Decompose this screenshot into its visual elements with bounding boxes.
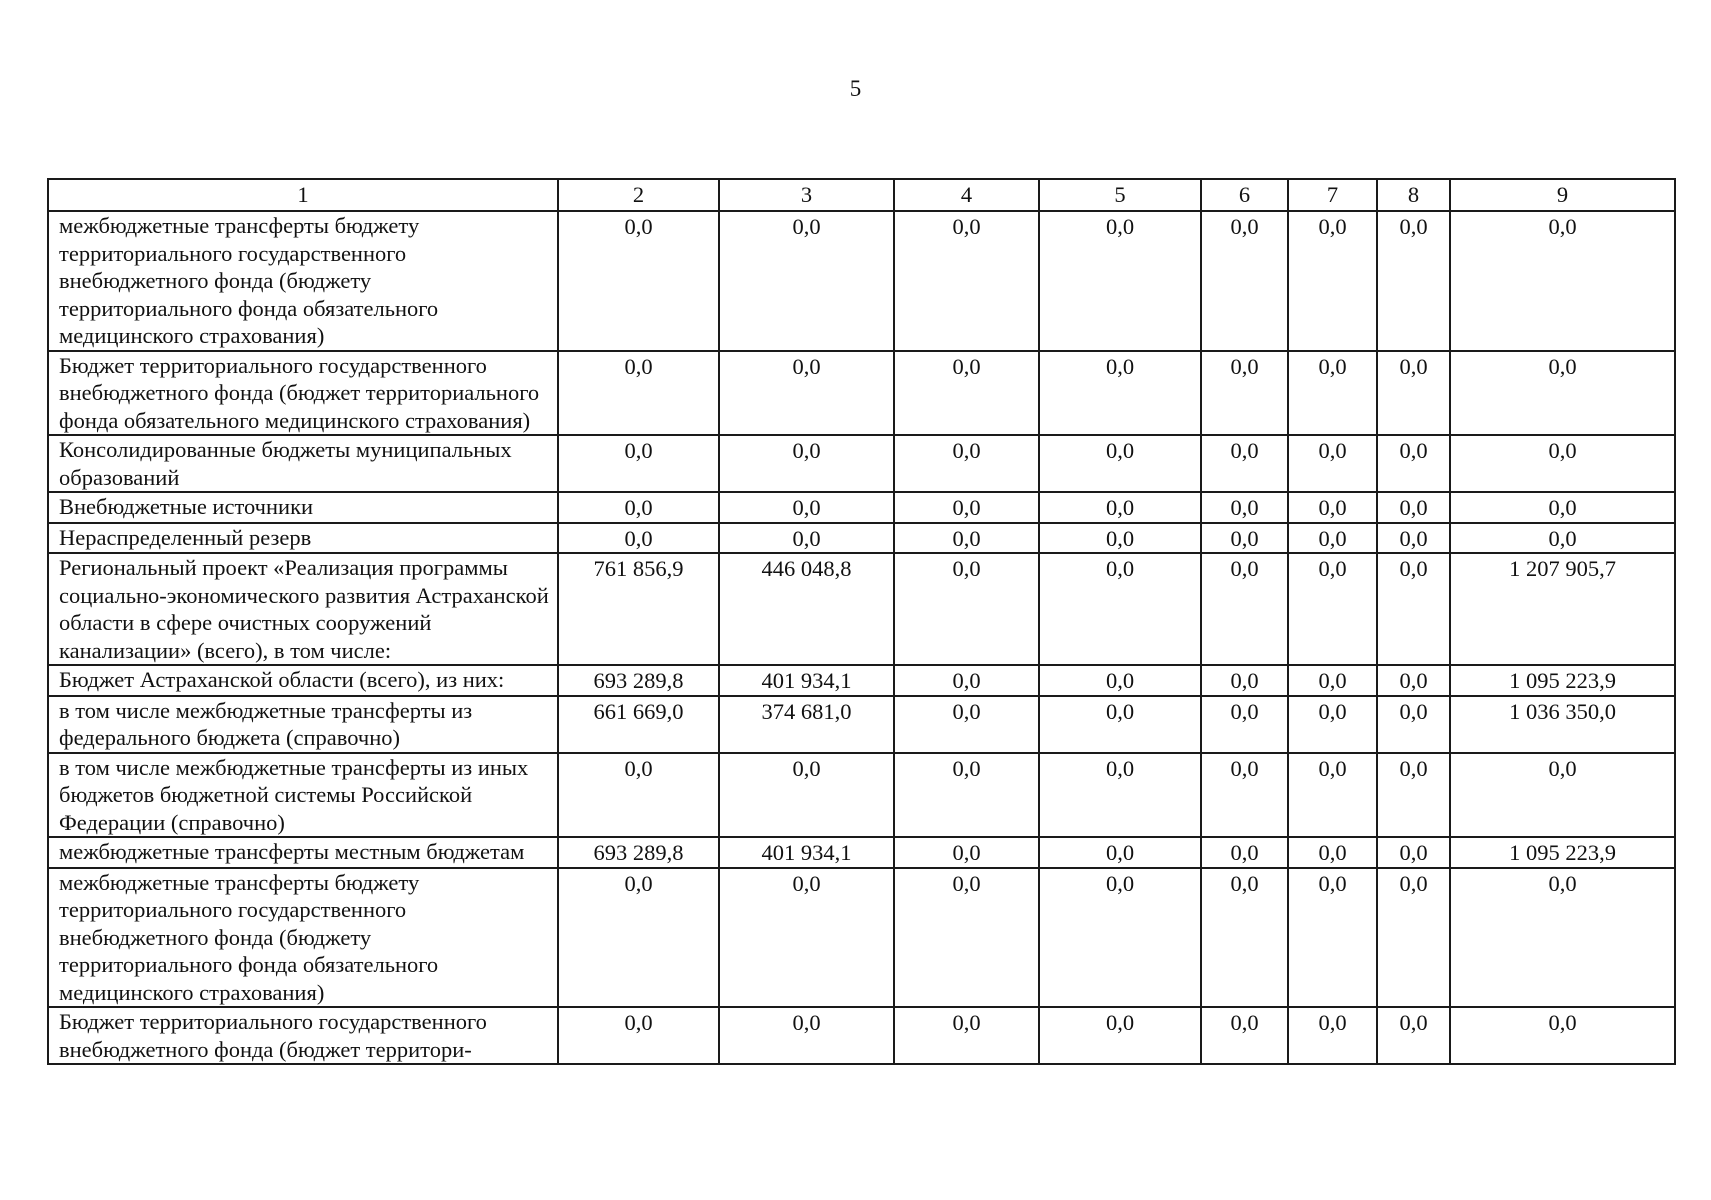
row-value: 0,0 <box>894 523 1039 554</box>
header-row <box>48 179 1675 211</box>
row-label: межбюджетные трансферты бюджету территориального государственного внебюджетного фонда (бюджету территориального фонда обязательного медицинского страхования) <box>48 211 558 351</box>
row-value: 1 036 350,0 <box>1450 696 1675 753</box>
row-value: 0,0 <box>894 553 1039 665</box>
page-number: 5 <box>849 76 862 101</box>
row-value: 0,0 <box>719 351 894 436</box>
row-label: Бюджет территориального государственного внебюджетного фонда (бюджет территориального фонда обязательного медицинского страхования) <box>48 351 558 436</box>
row-value: 0,0 <box>1201 492 1288 523</box>
row-label: Бюджет Астраханской области (всего), из них: <box>48 665 558 696</box>
row-value: 0,0 <box>1288 868 1377 1008</box>
row-value: 0,0 <box>719 753 894 838</box>
row-value: 0,0 <box>1450 1007 1675 1064</box>
row-value: 0,0 <box>894 837 1039 868</box>
row-value: 0,0 <box>1288 665 1377 696</box>
row-value: 0,0 <box>1039 696 1201 753</box>
row-label: Нераспределенный резерв <box>48 523 558 554</box>
row-value: 0,0 <box>1288 837 1377 868</box>
row-value: 0,0 <box>1377 665 1450 696</box>
row-value: 0,0 <box>1377 492 1450 523</box>
table-row <box>48 753 1675 838</box>
row-value: 0,0 <box>1288 435 1377 492</box>
row-value: 693 289,8 <box>558 665 719 696</box>
row-value: 0,0 <box>558 351 719 436</box>
row-value: 0,0 <box>1288 696 1377 753</box>
row-value: 0,0 <box>1288 753 1377 838</box>
row-value: 0,0 <box>1288 1007 1377 1064</box>
row-value: 0,0 <box>1377 523 1450 554</box>
row-value: 0,0 <box>1039 1007 1201 1064</box>
row-label: Региональный проект «Реализация программы социально-экономического развития Астраханской области в сфере очистных сооружений канализации» (всего), в том числе: <box>48 553 558 665</box>
row-value: 0,0 <box>1039 553 1201 665</box>
row-label: межбюджетные трансферты бюджету территориального государственного внебюджетного фонда (бюджету территориального фонда обязательного медицинского страхования) <box>48 868 558 1008</box>
row-value: 1 095 223,9 <box>1450 837 1675 868</box>
row-value: 0,0 <box>1450 211 1675 351</box>
column-header: 7 <box>1288 179 1377 211</box>
row-value: 0,0 <box>894 435 1039 492</box>
row-value: 0,0 <box>719 211 894 351</box>
column-header: 9 <box>1450 179 1675 211</box>
row-value: 446 048,8 <box>719 553 894 665</box>
row-value: 0,0 <box>1288 351 1377 436</box>
row-value: 0,0 <box>1201 351 1288 436</box>
row-value: 0,0 <box>1288 553 1377 665</box>
row-value: 0,0 <box>719 523 894 554</box>
row-value: 0,0 <box>1201 837 1288 868</box>
row-value: 0,0 <box>558 211 719 351</box>
table-row <box>48 211 1675 351</box>
row-value: 0,0 <box>1201 868 1288 1008</box>
row-value: 0,0 <box>894 696 1039 753</box>
row-label: в том числе межбюджетные трансферты из иных бюджетов бюджетной системы Российской Федерации (справочно) <box>48 753 558 838</box>
row-value: 0,0 <box>1450 523 1675 554</box>
row-value: 0,0 <box>1201 665 1288 696</box>
row-value: 693 289,8 <box>558 837 719 868</box>
column-header: 3 <box>719 179 894 211</box>
row-value: 0,0 <box>1377 1007 1450 1064</box>
row-value: 0,0 <box>1450 753 1675 838</box>
row-value: 0,0 <box>558 435 719 492</box>
column-header: 8 <box>1377 179 1450 211</box>
row-value: 0,0 <box>894 665 1039 696</box>
row-value: 761 856,9 <box>558 553 719 665</box>
row-label: межбюджетные трансферты местным бюджетам <box>48 837 558 868</box>
table-row <box>48 837 1675 868</box>
row-value: 0,0 <box>1201 696 1288 753</box>
row-value: 0,0 <box>1288 492 1377 523</box>
column-header: 1 <box>48 179 558 211</box>
row-value: 0,0 <box>719 492 894 523</box>
row-value: 0,0 <box>1288 523 1377 554</box>
row-value: 401 934,1 <box>719 837 894 868</box>
row-value: 0,0 <box>1039 492 1201 523</box>
row-value: 0,0 <box>1039 665 1201 696</box>
column-header: 2 <box>558 179 719 211</box>
row-value: 0,0 <box>1201 523 1288 554</box>
row-value: 0,0 <box>1377 553 1450 665</box>
row-value: 0,0 <box>1450 492 1675 523</box>
row-value: 0,0 <box>1201 753 1288 838</box>
row-value: 0,0 <box>1377 868 1450 1008</box>
row-value: 0,0 <box>558 753 719 838</box>
table-row <box>48 492 1675 523</box>
row-value: 0,0 <box>719 1007 894 1064</box>
table-row <box>48 435 1675 492</box>
table-row <box>48 665 1675 696</box>
row-value: 1 207 905,7 <box>1450 553 1675 665</box>
row-value: 0,0 <box>558 868 719 1008</box>
row-value: 0,0 <box>558 492 719 523</box>
row-value: 0,0 <box>1377 211 1450 351</box>
row-value: 0,0 <box>1377 753 1450 838</box>
row-value: 0,0 <box>1039 837 1201 868</box>
row-value: 0,0 <box>894 1007 1039 1064</box>
row-value: 0,0 <box>1377 696 1450 753</box>
table-row <box>48 696 1675 753</box>
row-value: 0,0 <box>1288 211 1377 351</box>
column-header: 5 <box>1039 179 1201 211</box>
row-value: 0,0 <box>719 435 894 492</box>
budget-table <box>47 178 1676 1065</box>
row-value: 0,0 <box>1039 211 1201 351</box>
row-value: 0,0 <box>1039 753 1201 838</box>
row-value: 0,0 <box>1201 211 1288 351</box>
row-value: 0,0 <box>1450 351 1675 436</box>
row-value: 0,0 <box>1450 435 1675 492</box>
table-row <box>48 523 1675 554</box>
row-value: 374 681,0 <box>719 696 894 753</box>
row-value: 401 934,1 <box>719 665 894 696</box>
row-label: Консолидированные бюджеты муниципальных образований <box>48 435 558 492</box>
table-body <box>48 211 1675 1064</box>
row-value: 0,0 <box>1039 435 1201 492</box>
row-value: 0,0 <box>894 351 1039 436</box>
row-label: в том числе межбюджетные трансферты из федерального бюджета (справочно) <box>48 696 558 753</box>
row-value: 0,0 <box>1201 1007 1288 1064</box>
row-value: 0,0 <box>558 1007 719 1064</box>
row-value: 0,0 <box>894 211 1039 351</box>
row-label: Бюджет территориального государственного внебюджетного фонда (бюджет территори- <box>48 1007 558 1064</box>
row-value: 0,0 <box>1039 351 1201 436</box>
column-header: 4 <box>894 179 1039 211</box>
row-value: 0,0 <box>719 868 894 1008</box>
row-value: 0,0 <box>1377 435 1450 492</box>
table-row <box>48 868 1675 1008</box>
row-value: 0,0 <box>1201 435 1288 492</box>
row-label: Внебюджетные источники <box>48 492 558 523</box>
row-value: 0,0 <box>1039 868 1201 1008</box>
row-value: 0,0 <box>894 492 1039 523</box>
row-value: 0,0 <box>1377 351 1450 436</box>
table-row <box>48 553 1675 665</box>
table-row <box>48 351 1675 436</box>
row-value: 0,0 <box>1201 553 1288 665</box>
column-header: 6 <box>1201 179 1288 211</box>
row-value: 0,0 <box>1377 837 1450 868</box>
row-value: 0,0 <box>1450 868 1675 1008</box>
row-value: 0,0 <box>1039 523 1201 554</box>
row-value: 0,0 <box>894 868 1039 1008</box>
row-value: 661 669,0 <box>558 696 719 753</box>
row-value: 0,0 <box>558 523 719 554</box>
row-value: 1 095 223,9 <box>1450 665 1675 696</box>
table-row <box>48 1007 1675 1064</box>
row-value: 0,0 <box>894 753 1039 838</box>
